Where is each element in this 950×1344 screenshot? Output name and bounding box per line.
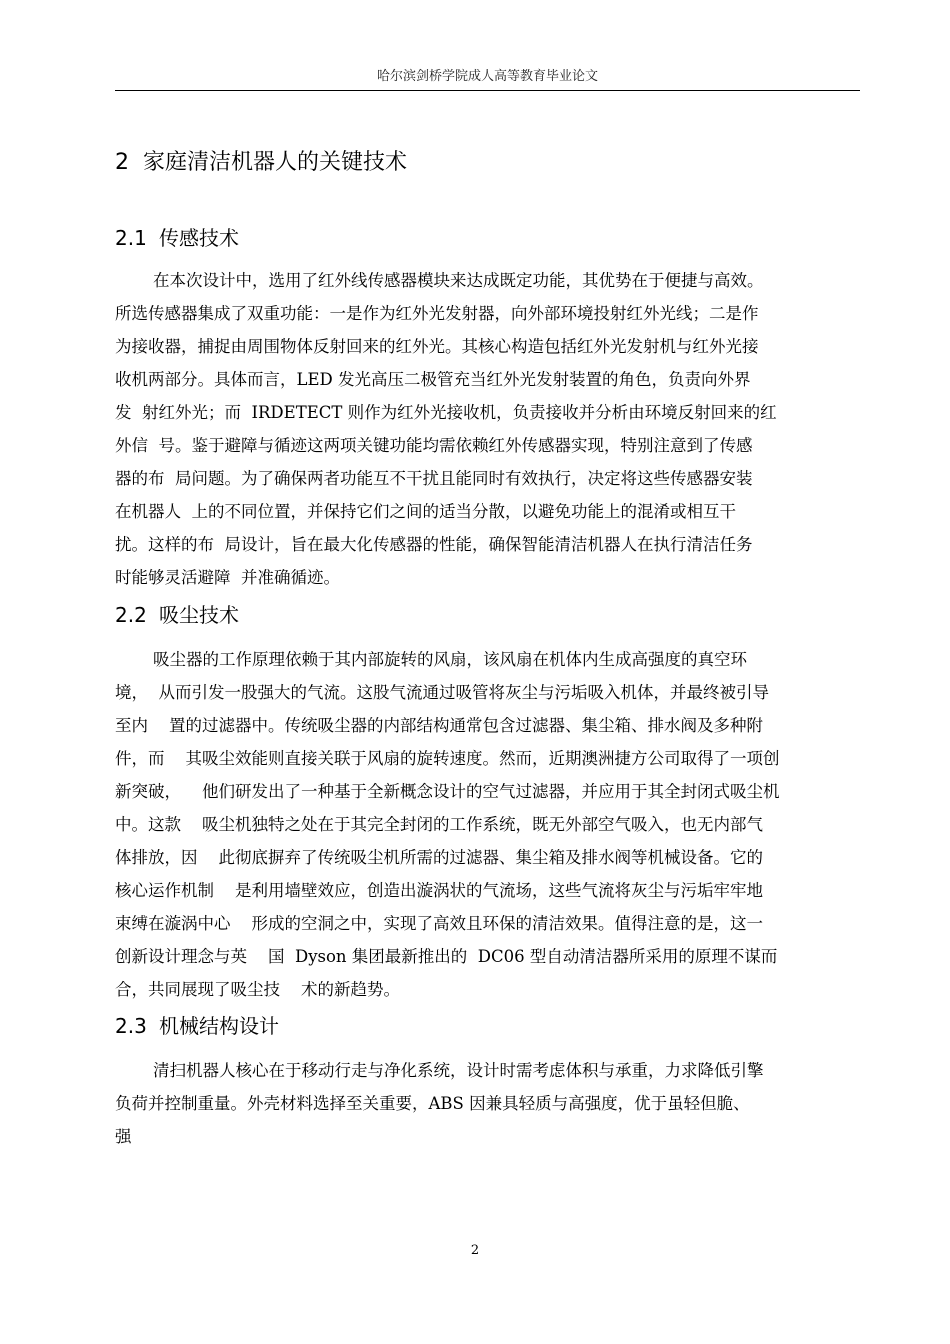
- section-title-2-3: [115, 1012, 279, 1040]
- paragraph-line: 合，共同展现了吸尘技 术的新趋势。: [115, 980, 400, 999]
- section-title-2-1: [115, 224, 239, 252]
- paragraph-line: 为接收器，捕捉由周围物体反射回来的红外光。其核心构造包括红外光发射机与红外光接: [115, 337, 759, 356]
- paragraph-line: 在本次设计中，选用了红外线传感器模块来达成既定功能，其优势在于便捷与高效。: [153, 271, 764, 290]
- paragraph-mechanical: [115, 1054, 875, 1153]
- paragraph-line: 创新设计理念与英 国 Dyson 集团最新推出的 DC06 型自动清洁器所采用的原理不谋而: [115, 947, 778, 966]
- section-title-2-2: [115, 601, 239, 629]
- header-text: 哈尔滨剑桥学院成人高等教育毕业论文: [376, 69, 598, 84]
- paragraph-line: 强: [115, 1127, 132, 1146]
- paragraph-line: 件，而 其吸尘效能则直接关联于风扇的旋转速度。然而，近期澳洲捷方公司取得了一项创: [115, 749, 780, 768]
- paragraph-line: 清扫机器人核心在于移动行走与净化系统，设计时需考虑体积与承重，力求降低引擎: [153, 1061, 764, 1080]
- paragraph-line: 发 射红外光；而 IRDETECT 则作为红外光接收机，负责接收并分析由环境反射回来的红: [115, 403, 777, 422]
- paragraph-line: 新突破， 他们研发出了一种基于全新概念设计的空气过滤器，并应用于其全封闭式吸尘机: [115, 782, 780, 801]
- paragraph-line: 束缚在漩涡中心 形成的空洞之中，实现了高效且环保的清洁效果。值得注意的是，这一: [115, 914, 763, 933]
- section-number: 2.2: [115, 603, 147, 627]
- chapter-number: 2: [115, 150, 129, 175]
- paragraph-line: 负荷并控制重量。外壳材料选择至关重要，ABS 因兼具轻质与高强度，优于虽轻但脆、: [115, 1094, 750, 1113]
- section-title-text: 吸尘技术: [159, 603, 239, 627]
- paragraph-line: 扰。这样的布 局设计，旨在最大化传感器的性能，确保智能清洁机器人在执行清洁任务: [115, 535, 753, 554]
- section-number: 2.1: [115, 226, 147, 250]
- page-number: 2: [470, 1243, 480, 1258]
- paragraph-line: 核心运作机制 是利用墙壁效应，创造出漩涡状的气流场，这些气流将灰尘与污垢牢牢地: [115, 881, 763, 900]
- section-number: 2.3: [115, 1014, 147, 1038]
- page-header: [115, 70, 860, 91]
- paragraph-line: 所选传感器集成了双重功能：一是作为红外光发射器，向外部环境投射红外光线；二是作: [115, 304, 759, 323]
- paragraph-vacuum: [115, 643, 875, 1006]
- paragraph-line: 吸尘器的工作原理依赖于其内部旋转的风扇，该风扇在机体内生成高强度的真空环: [153, 650, 747, 669]
- paragraph-line: 体排放，因 此彻底摒弃了传统吸尘机所需的过滤器、集尘箱及排水阀等机械设备。它的: [115, 848, 763, 867]
- paragraph-sensing: [115, 264, 875, 594]
- section-title-text: 机械结构设计: [159, 1014, 279, 1038]
- chapter-title-text: 家庭清洁机器人的关键技术: [143, 150, 408, 175]
- paragraph-line: 时能够灵活避障 并准确循迹。: [115, 568, 340, 587]
- section-title-text: 传感技术: [159, 226, 239, 250]
- paragraph-line: 中。这款 吸尘机独特之处在于其完全封闭的工作系统，既无外部空气吸入，也无内部气: [115, 815, 763, 834]
- paragraph-line: 境， 从而引发一股强大的气流。这股气流通过吸管将灰尘与污垢吸入机体，并最终被引导: [115, 683, 769, 702]
- paragraph-line: 至内 置的过滤器中。传统吸尘器的内部结构通常包含过滤器、集尘箱、排水阀及多种附: [115, 716, 763, 735]
- paragraph-line: 器的布 局问题。为了确保两者功能互不干扰且能同时有效执行，决定将这些传感器安装: [115, 469, 753, 488]
- paragraph-line: 收机两部分。具体而言，LED 发光高压二极管充当红外光发射装置的角色，负责向外界: [115, 370, 751, 389]
- chapter-title: [115, 148, 407, 178]
- paragraph-line: 外信 号。鉴于避障与循迹这两项关键功能均需依赖红外传感器实现，特别注意到了传感: [115, 436, 753, 455]
- paragraph-line: 在机器人 上的不同位置，并保持它们之间的适当分散，以避免功能上的混淆或相互干: [115, 502, 736, 521]
